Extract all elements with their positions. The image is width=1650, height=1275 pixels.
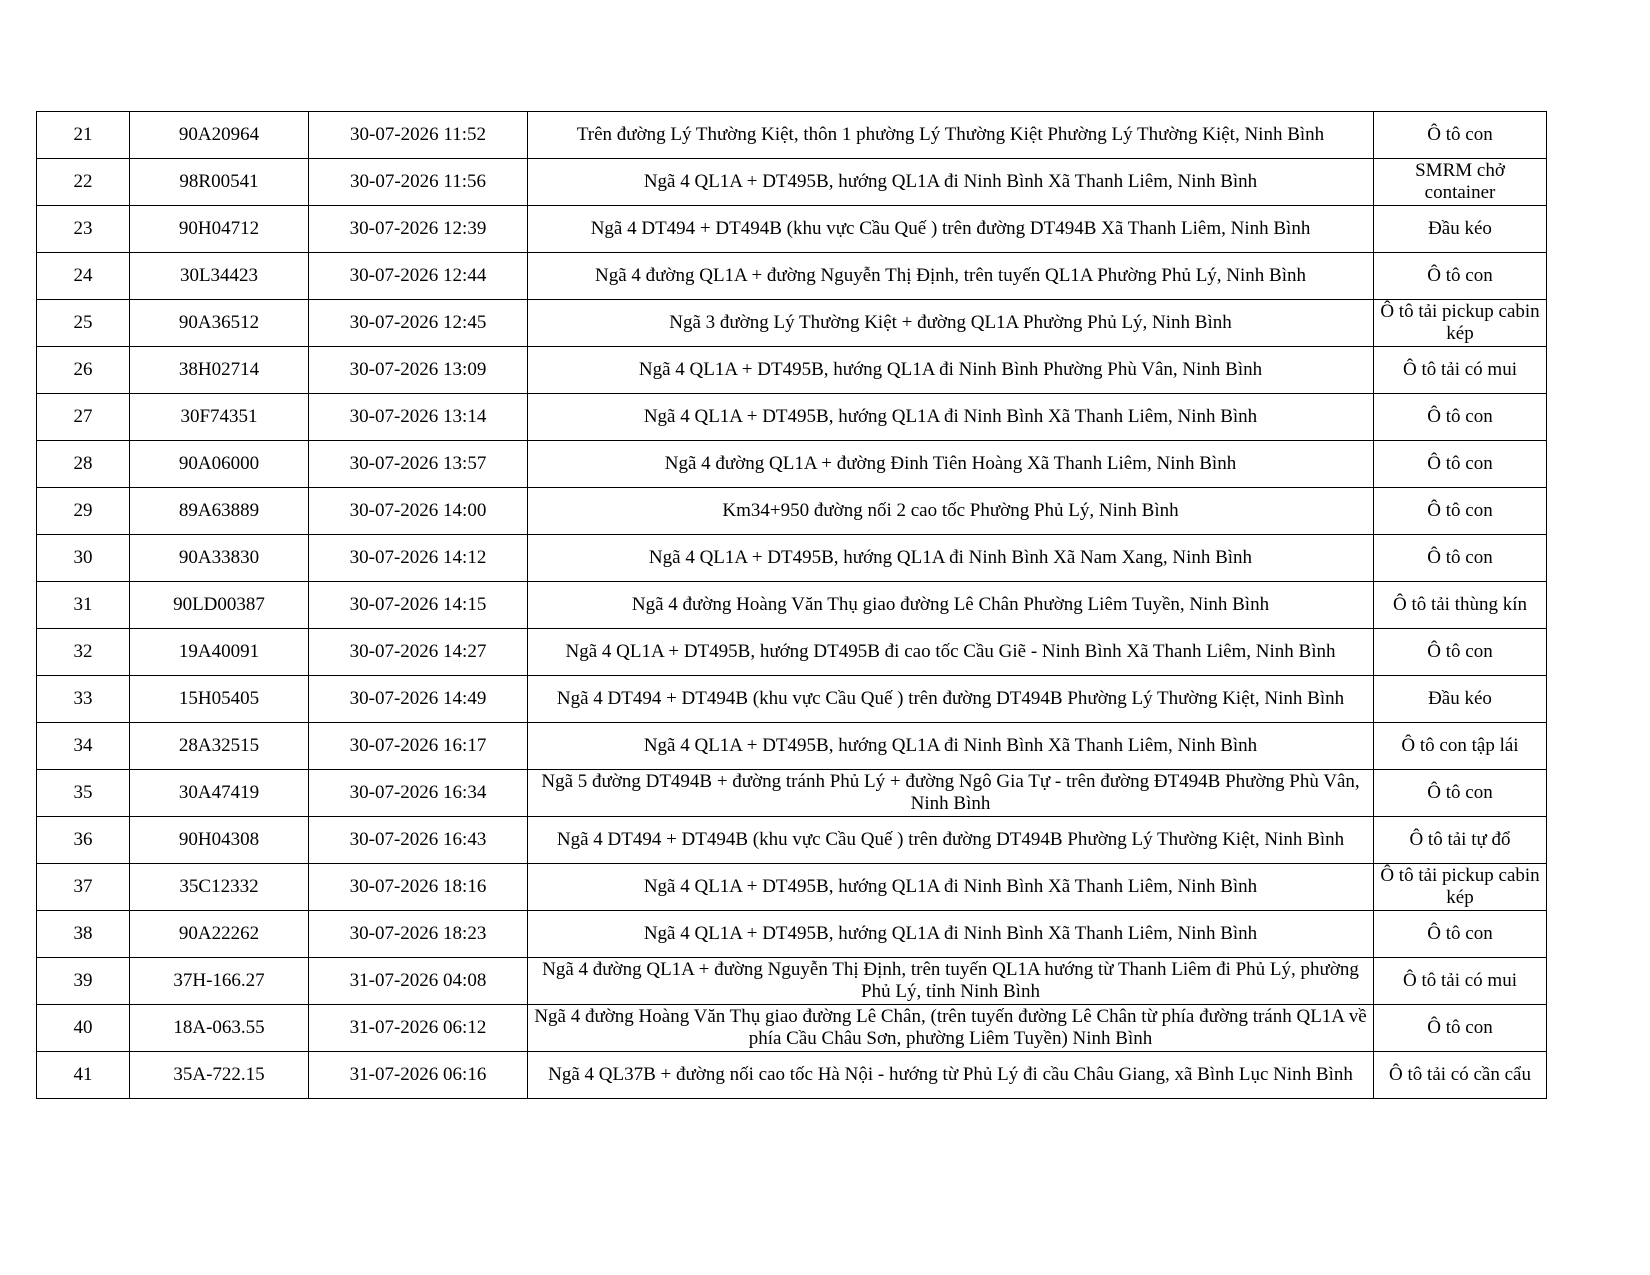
license-plate-cell: 35C12332 [130, 864, 309, 911]
violation-location-cell: Ngã 4 đường Hoàng Văn Thụ giao đường Lê Chân Phường Liêm Tuyền, Ninh Bình [528, 582, 1374, 629]
violation-table [36, 111, 1547, 1099]
violation-location-cell: Km34+950 đường nối 2 cao tốc Phường Phủ Lý, Ninh Bình [528, 488, 1374, 535]
table-row [37, 206, 1547, 253]
violation-location-cell: Ngã 4 DT494 + DT494B (khu vực Cầu Quế ) trên đường DT494B Phường Lý Thường Kiệt, Ninh Bình [528, 676, 1374, 723]
vehicle-type-cell: Ô tô con [1374, 911, 1547, 958]
vehicle-type-cell: Ô tô tải thùng kín [1374, 582, 1547, 629]
violation-time-cell: 30-07-2026 14:12 [309, 535, 528, 582]
violation-time-cell: 30-07-2026 18:23 [309, 911, 528, 958]
license-plate-cell: 30F74351 [130, 394, 309, 441]
vehicle-type-cell: Ô tô con [1374, 770, 1547, 817]
license-plate-cell: 35A-722.15 [130, 1052, 309, 1099]
row-number-cell: 35 [37, 770, 130, 817]
violation-time-cell: 30-07-2026 14:27 [309, 629, 528, 676]
row-number-cell: 25 [37, 300, 130, 347]
row-number-cell: 28 [37, 441, 130, 488]
license-plate-cell: 90A20964 [130, 112, 309, 159]
row-number-cell: 39 [37, 958, 130, 1005]
row-number-cell: 37 [37, 864, 130, 911]
vehicle-type-cell: Ô tô con [1374, 1005, 1547, 1052]
row-number-cell: 24 [37, 253, 130, 300]
violation-time-cell: 30-07-2026 14:00 [309, 488, 528, 535]
violation-location-cell: Ngã 4 đường QL1A + đường Nguyễn Thị Định, trên tuyến QL1A Phường Phủ Lý, Ninh Bình [528, 253, 1374, 300]
violation-time-cell: 30-07-2026 16:17 [309, 723, 528, 770]
row-number-cell: 21 [37, 112, 130, 159]
violation-location-cell: Ngã 4 QL1A + DT495B, hướng QL1A đi Ninh Bình Xã Nam Xang, Ninh Bình [528, 535, 1374, 582]
vehicle-type-cell: Ô tô tải pickup cabin kép [1374, 300, 1547, 347]
vehicle-type-cell: Ô tô con tập lái [1374, 723, 1547, 770]
row-number-cell: 29 [37, 488, 130, 535]
license-plate-cell: 28A32515 [130, 723, 309, 770]
license-plate-cell: 15H05405 [130, 676, 309, 723]
row-number-cell: 41 [37, 1052, 130, 1099]
table-row [37, 770, 1547, 817]
table-row [37, 535, 1547, 582]
table-row [37, 1052, 1547, 1099]
violation-location-cell: Ngã 4 QL1A + DT495B, hướng DT495B đi cao tốc Cầu Giẽ - Ninh Bình Xã Thanh Liêm, Ninh Bình [528, 629, 1374, 676]
license-plate-cell: 37H-166.27 [130, 958, 309, 1005]
violation-location-cell: Ngã 4 DT494 + DT494B (khu vực Cầu Quế ) trên đường DT494B Phường Lý Thường Kiệt, Ninh Bình [528, 817, 1374, 864]
violation-location-cell: Ngã 5 đường DT494B + đường tránh Phủ Lý + đường Ngô Gia Tự - trên đường ĐT494B Phường Phù Vân, Ninh Bình [528, 770, 1374, 817]
row-number-cell: 22 [37, 159, 130, 206]
violation-time-cell: 30-07-2026 16:43 [309, 817, 528, 864]
violation-location-cell: Ngã 4 QL1A + DT495B, hướng QL1A đi Ninh Bình Xã Thanh Liêm, Ninh Bình [528, 864, 1374, 911]
table-row [37, 347, 1547, 394]
row-number-cell: 26 [37, 347, 130, 394]
table-row [37, 300, 1547, 347]
violation-location-cell: Ngã 4 đường Hoàng Văn Thụ giao đường Lê Chân, (trên tuyến đường Lê Chân từ phía đường tránh QL1A về phía Cầu Châu Sơn, phường Liêm Tuyền) Ninh Bình [528, 1005, 1374, 1052]
vehicle-type-cell: Ô tô con [1374, 112, 1547, 159]
license-plate-cell: 38H02714 [130, 347, 309, 394]
table-row [37, 817, 1547, 864]
license-plate-cell: 90LD00387 [130, 582, 309, 629]
row-number-cell: 38 [37, 911, 130, 958]
violation-location-cell: Ngã 4 QL37B + đường nối cao tốc Hà Nội - hướng từ Phủ Lý đi cầu Châu Giang, xã Bình Lục Ninh Bình [528, 1052, 1374, 1099]
license-plate-cell: 90A06000 [130, 441, 309, 488]
violation-time-cell: 30-07-2026 11:52 [309, 112, 528, 159]
vehicle-type-cell: Ô tô con [1374, 535, 1547, 582]
vehicle-type-cell: Ô tô con [1374, 629, 1547, 676]
table-row [37, 112, 1547, 159]
vehicle-type-cell: Ô tô tải có mui [1374, 958, 1547, 1005]
row-number-cell: 31 [37, 582, 130, 629]
table-row [37, 441, 1547, 488]
violation-time-cell: 31-07-2026 04:08 [309, 958, 528, 1005]
violation-time-cell: 31-07-2026 06:16 [309, 1052, 528, 1099]
license-plate-cell: 30L34423 [130, 253, 309, 300]
vehicle-type-cell: Ô tô tải có mui [1374, 347, 1547, 394]
violation-time-cell: 30-07-2026 11:56 [309, 159, 528, 206]
violation-location-cell: Ngã 4 đường QL1A + đường Nguyễn Thị Định, trên tuyến QL1A hướng từ Thanh Liêm đi Phủ Lý, phường Phủ Lý, tỉnh Ninh Bình [528, 958, 1374, 1005]
violation-location-cell: Trên đường Lý Thường Kiệt, thôn 1 phường Lý Thường Kiệt Phường Lý Thường Kiệt, Ninh Bình [528, 112, 1374, 159]
table-row [37, 958, 1547, 1005]
row-number-cell: 30 [37, 535, 130, 582]
violation-time-cell: 30-07-2026 13:57 [309, 441, 528, 488]
violation-location-cell: Ngã 4 QL1A + DT495B, hướng QL1A đi Ninh Bình Phường Phù Vân, Ninh Bình [528, 347, 1374, 394]
violation-time-cell: 30-07-2026 12:39 [309, 206, 528, 253]
violation-location-cell: Ngã 4 QL1A + DT495B, hướng QL1A đi Ninh Bình Xã Thanh Liêm, Ninh Bình [528, 394, 1374, 441]
table-row [37, 723, 1547, 770]
vehicle-type-cell: Đầu kéo [1374, 676, 1547, 723]
vehicle-type-cell: Ô tô tải tự đổ [1374, 817, 1547, 864]
violation-table-body [37, 112, 1547, 1099]
violation-location-cell: Ngã 4 QL1A + DT495B, hướng QL1A đi Ninh Bình Xã Thanh Liêm, Ninh Bình [528, 723, 1374, 770]
license-plate-cell: 90H04308 [130, 817, 309, 864]
row-number-cell: 32 [37, 629, 130, 676]
vehicle-type-cell: Ô tô tải pickup cabin kép [1374, 864, 1547, 911]
table-row [37, 1005, 1547, 1052]
violation-time-cell: 30-07-2026 16:34 [309, 770, 528, 817]
violation-location-cell: Ngã 4 đường QL1A + đường Đinh Tiên Hoàng Xã Thanh Liêm, Ninh Bình [528, 441, 1374, 488]
vehicle-type-cell: Ô tô con [1374, 488, 1547, 535]
license-plate-cell: 98R00541 [130, 159, 309, 206]
violation-time-cell: 30-07-2026 12:45 [309, 300, 528, 347]
license-plate-cell: 89A63889 [130, 488, 309, 535]
table-row [37, 253, 1547, 300]
table-row [37, 582, 1547, 629]
table-row [37, 864, 1547, 911]
row-number-cell: 27 [37, 394, 130, 441]
license-plate-cell: 19A40091 [130, 629, 309, 676]
table-row [37, 394, 1547, 441]
table-row [37, 488, 1547, 535]
violation-location-cell: Ngã 4 QL1A + DT495B, hướng QL1A đi Ninh Bình Xã Thanh Liêm, Ninh Bình [528, 159, 1374, 206]
row-number-cell: 34 [37, 723, 130, 770]
violation-time-cell: 30-07-2026 14:49 [309, 676, 528, 723]
violation-location-cell: Ngã 4 QL1A + DT495B, hướng QL1A đi Ninh Bình Xã Thanh Liêm, Ninh Bình [528, 911, 1374, 958]
row-number-cell: 23 [37, 206, 130, 253]
vehicle-type-cell: Đầu kéo [1374, 206, 1547, 253]
license-plate-cell: 30A47419 [130, 770, 309, 817]
vehicle-type-cell: Ô tô con [1374, 441, 1547, 488]
violation-time-cell: 30-07-2026 18:16 [309, 864, 528, 911]
license-plate-cell: 90H04712 [130, 206, 309, 253]
license-plate-cell: 18A-063.55 [130, 1005, 309, 1052]
license-plate-cell: 90A36512 [130, 300, 309, 347]
row-number-cell: 40 [37, 1005, 130, 1052]
violation-location-cell: Ngã 3 đường Lý Thường Kiệt + đường QL1A Phường Phủ Lý, Ninh Bình [528, 300, 1374, 347]
vehicle-type-cell: Ô tô con [1374, 394, 1547, 441]
row-number-cell: 33 [37, 676, 130, 723]
license-plate-cell: 90A22262 [130, 911, 309, 958]
license-plate-cell: 90A33830 [130, 535, 309, 582]
violation-location-cell: Ngã 4 DT494 + DT494B (khu vực Cầu Quế ) trên đường DT494B Xã Thanh Liêm, Ninh Bình [528, 206, 1374, 253]
table-row [37, 629, 1547, 676]
row-number-cell: 36 [37, 817, 130, 864]
violation-time-cell: 30-07-2026 14:15 [309, 582, 528, 629]
violation-time-cell: 30-07-2026 12:44 [309, 253, 528, 300]
violation-time-cell: 30-07-2026 13:09 [309, 347, 528, 394]
vehicle-type-cell: SMRM chở container [1374, 159, 1547, 206]
violation-time-cell: 31-07-2026 06:12 [309, 1005, 528, 1052]
violation-time-cell: 30-07-2026 13:14 [309, 394, 528, 441]
table-row [37, 911, 1547, 958]
table-row [37, 159, 1547, 206]
vehicle-type-cell: Ô tô con [1374, 253, 1547, 300]
table-row [37, 676, 1547, 723]
vehicle-type-cell: Ô tô tải có cần cẩu [1374, 1052, 1547, 1099]
